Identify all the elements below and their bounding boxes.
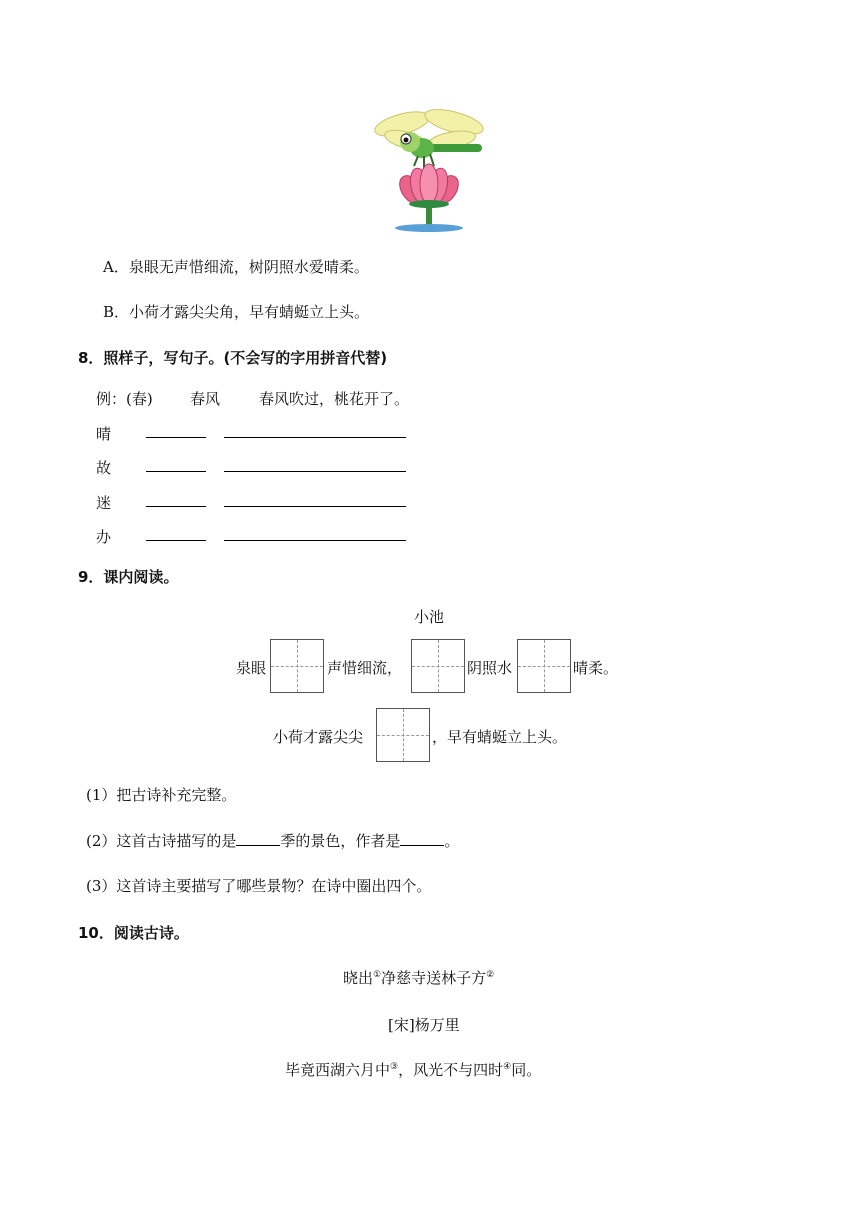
word-blank[interactable] xyxy=(146,437,206,438)
sub-question-3: (3）这首诗主要描写了哪些景物？在诗中圈出四个。 xyxy=(86,877,432,895)
season-blank[interactable] xyxy=(236,831,280,846)
character-box[interactable] xyxy=(517,639,571,693)
row-char: 晴 xyxy=(96,425,112,443)
row-char: 办 xyxy=(96,528,112,546)
poem-text: 阴照水 xyxy=(467,659,513,677)
question-9-title: 9．课内阅读。 xyxy=(78,568,179,586)
poem-text: 同。 xyxy=(511,1061,542,1079)
poem-text: ，风光不与四时 xyxy=(398,1061,504,1079)
poem-author: [宋]杨万里 xyxy=(388,1016,460,1034)
option-text: 小荷才露尖尖角，早有蜻蜓立上头。 xyxy=(129,303,370,321)
sub-question-text: 。 xyxy=(444,832,460,850)
sub-question-text: (2）这首古诗描写的是 xyxy=(86,832,237,850)
sentence-blank[interactable] xyxy=(224,471,406,472)
footnote-mark: ④ xyxy=(503,1062,512,1072)
poem-title: 小池 xyxy=(414,608,445,626)
sub-question-2 xyxy=(86,830,459,851)
lotus-icon xyxy=(395,164,464,232)
poem-text: 小荷才露尖尖 xyxy=(273,728,364,746)
character-box[interactable] xyxy=(376,708,430,762)
option-label: B． xyxy=(103,303,130,321)
word-blank[interactable] xyxy=(146,471,206,472)
row-char: 迷 xyxy=(96,494,112,512)
poem-text: ，早有蜻蜓立上头。 xyxy=(432,728,568,746)
sentence-blank[interactable] xyxy=(224,506,406,507)
dragonfly-lotus-illustration xyxy=(372,104,488,236)
footnote-mark: ② xyxy=(486,970,495,980)
sentence-blank[interactable] xyxy=(224,437,406,438)
question-8-title: 8．照样子，写句子。(不会写的字用拼音代替) xyxy=(78,349,388,367)
footnote-mark: ③ xyxy=(390,1062,399,1072)
sub-question-1: (1）把古诗补充完整。 xyxy=(86,786,237,804)
sub-question-text: 季的景色，作者是 xyxy=(280,832,401,850)
sentence-blank[interactable] xyxy=(224,540,406,541)
character-box[interactable] xyxy=(270,639,324,693)
option-label: A． xyxy=(103,258,129,276)
poem-title xyxy=(343,967,494,988)
word-blank[interactable] xyxy=(146,506,206,507)
example-sentence: 春风吹过，桃花开了。 xyxy=(259,390,410,408)
poem-text: 声惜细流， xyxy=(327,659,403,677)
footnote-mark: ① xyxy=(373,970,382,980)
poem-text: 晴柔。 xyxy=(573,659,619,677)
poem-text: 毕竟西湖六月中 xyxy=(285,1061,391,1079)
row-char: 故 xyxy=(96,459,112,477)
character-box[interactable] xyxy=(411,639,465,693)
poem-title-text: 晓出 xyxy=(343,969,374,987)
example-prefix: 例：(春) xyxy=(96,390,153,408)
poem-title-text: 净慈寺送林子方 xyxy=(381,969,487,987)
word-blank[interactable] xyxy=(146,540,206,541)
author-blank[interactable] xyxy=(400,831,444,846)
question-10-title: 10．阅读古诗。 xyxy=(78,924,189,942)
option-text: 泉眼无声惜细流，树阴照水爱晴柔。 xyxy=(128,258,369,276)
poem-line xyxy=(285,1059,541,1080)
example-word: 春风 xyxy=(190,390,221,408)
dragonfly-icon xyxy=(372,105,485,168)
poem-text: 泉眼 xyxy=(236,659,267,677)
option-b xyxy=(103,301,369,322)
option-a xyxy=(103,256,369,277)
